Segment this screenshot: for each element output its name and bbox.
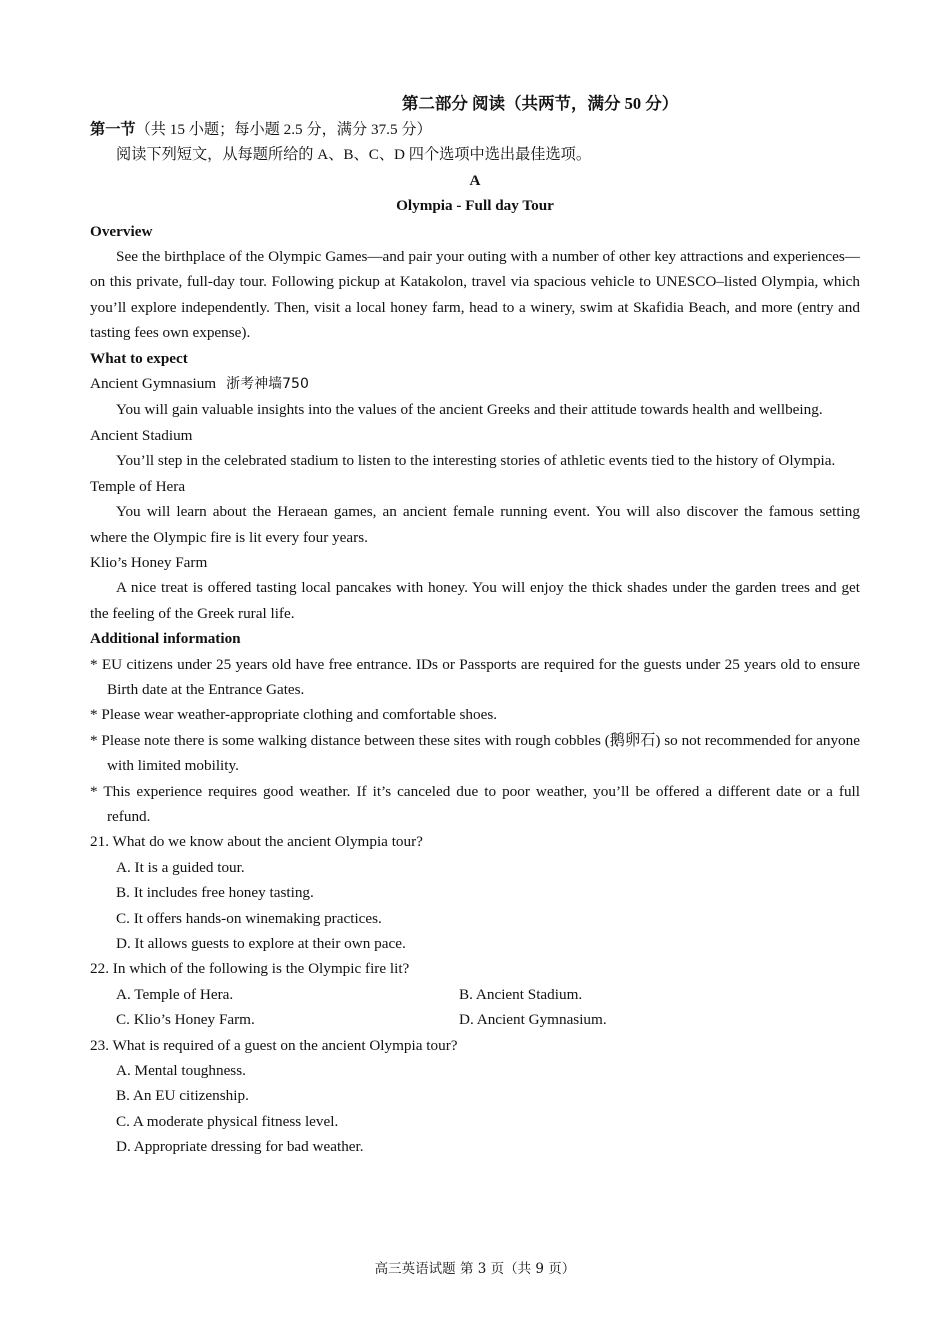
question-option: D. Appropriate dressing for bad weather. <box>116 1138 364 1156</box>
question-option: D. It allows guests to explore at their own pace. <box>116 935 406 952</box>
expect-item-name: Klio’s Honey Farm <box>90 553 208 571</box>
section-info: （共 15 小题；每小题 2.5 分，满分 37.5 分） <box>135 121 432 138</box>
section-label: 第一节 <box>90 121 136 138</box>
expect-heading: What to expect <box>90 349 188 367</box>
overview-text: See the birthplace of the Olympic Games—and pair your outing with a number of other key attractions and experiences—on this private, full-day tour. Following pickup at Katakolon, travel via spacious vehicle to UNESCO–listed Olympia, which you’ll explore independently. Then, visit a local honey farm, head to a winery, swim at Skafidia Beach, and more (entry and tasting fees own expense). <box>90 248 860 342</box>
instruction: 阅读下列短文，从每题所给的 A、B、C、D 四个选项中选出最佳选项。 <box>116 146 592 164</box>
exam-page <box>90 90 860 1160</box>
expect-item-text: You’ll step in the celebrated stadium to listen to the interesting stories of athletic events tied to the history of Olympia. <box>116 452 836 470</box>
question-option: C. Klio’s Honey Farm. <box>116 1011 255 1029</box>
passage-letter: A <box>469 171 481 189</box>
additional-item: * Please note there is some walking distance between these sites with rough cobbles (鹅卵石) so not recommended for anyone with limited mobility. <box>90 731 860 775</box>
question-stem: 21. What do we know about the ancient Olympia tour? <box>90 833 423 851</box>
part-title: 第二部分 阅读（共两节，满分 50 分） <box>401 94 679 113</box>
option-row <box>90 1007 860 1032</box>
question-option: B. Ancient Stadium. <box>459 985 583 1003</box>
additional-item: * This experience requires good weather. If it’s canceled due to poor weather, you’ll be offered a different date or a full refund. <box>90 782 860 825</box>
expect-item-name: Ancient Stadium <box>90 426 193 444</box>
expect-item-text: You will learn about the Heraean games, an ancient female running event. You will also discover the famous setting where the Olympic fire is lit every four years. <box>90 503 860 546</box>
question-stem: 23. What is required of a guest on the ancient Olympia tour? <box>90 1036 458 1054</box>
question-stem: 22. In which of the following is the Olympic fire lit? <box>90 960 410 978</box>
passage-title: Olympia - Full day Tour <box>396 197 554 215</box>
section-line <box>90 117 860 142</box>
overview-heading: Overview <box>90 222 153 240</box>
question-option: D. Ancient Gymnasium. <box>459 1011 607 1029</box>
additional-heading: Additional information <box>90 630 241 648</box>
question-option: C. It offers hands-on winemaking practices. <box>116 909 382 927</box>
option-row <box>90 982 860 1007</box>
question-option: A. Temple of Hera. <box>116 985 234 1003</box>
additional-item: * Please wear weather-appropriate clothing and comfortable shoes. <box>90 706 498 724</box>
expect-item-name: Ancient Gymnasium 浙考神墙750 <box>90 375 309 393</box>
question-option: A. Mental toughness. <box>116 1062 246 1080</box>
additional-item: * EU citizens under 25 years old have free entrance. IDs or Passports are required for the guests under 25 years old to ensure Birth date at the Entrance Gates. <box>90 655 860 698</box>
question-option: B. An EU citizenship. <box>116 1087 249 1105</box>
expect-item-text: You will gain valuable insights into the values of the ancient Greeks and their attitude towards health and wellbeing. <box>116 401 823 419</box>
question-option: C. A moderate physical fitness level. <box>116 1112 339 1130</box>
watermark: 浙考神墙750 <box>226 376 309 393</box>
expect-item-name: Temple of Hera <box>90 477 186 495</box>
question-option: A. It is a guided tour. <box>116 858 245 876</box>
expect-item-text: A nice treat is offered tasting local pancakes with honey. You will enjoy the thick shades under the garden trees and get the feeling of the Greek rural life. <box>90 579 860 622</box>
question-option: B. It includes free honey tasting. <box>116 884 314 902</box>
page-footer: 高三英语试题 第 3 页（共 9 页） <box>374 1261 576 1277</box>
